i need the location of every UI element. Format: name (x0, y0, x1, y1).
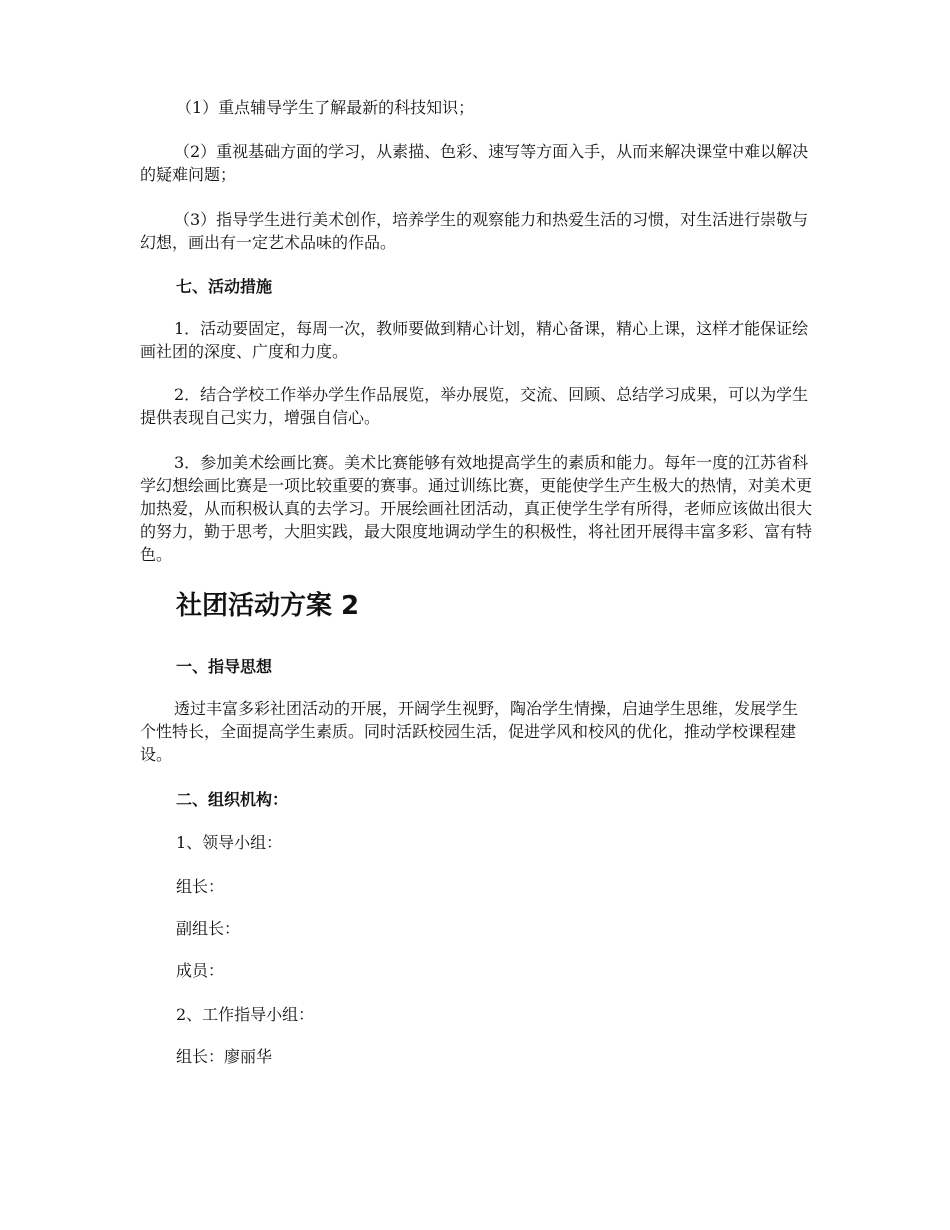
measure-3: 3．参加美术绘画比赛。美术比赛能够有效地提高学生的素质和能力。每年一度的江苏省科学幻想绘画比赛是一项比较重要的赛事。通过训练比赛，更能使学生产生极大的热情，对美术更加热爱，从而积极认真的去学习。开展绘画社团活动，真正使学生学有所得，老师应该做出很大的努力，勤于思考，大胆实践，最大限度地调动学生的积极性，将社团开展得丰富多彩、富有特色。 (140, 453, 813, 564)
section-7-heading: 七、活动措施 (176, 277, 273, 296)
section-1-heading: 一、指导思想 (176, 657, 273, 676)
plan-2-title: 社团活动方案 2 (176, 591, 360, 621)
item-3: （3）指导学生进行美术创作，培养学生的观察能力和热爱生活的习惯，对生活进行崇敬与幻想，画出有一定艺术品味的作品。 (140, 210, 809, 252)
section-1-body: 透过丰富多彩社团活动的开展，开阔学生视野，陶冶学生情操，启迪学生思维，发展学生个性特长，全面提高学生素质。同时活跃校园生活，促进学风和校风的优化，推动学校课程建设。 (140, 699, 799, 764)
members-label: 成员： (176, 961, 225, 980)
leadership-group-label: 1、领导小组： (176, 833, 283, 852)
section-2-heading: 二、组织机构： (176, 790, 289, 809)
guidance-group-label: 2、工作指导小组： (176, 1005, 315, 1024)
item-1: （1）重点辅导学生了解最新的科技知识； (176, 98, 475, 117)
deputy-leader-label: 副组长： (176, 919, 241, 938)
item-2: （2）重视基础方面的学习，从素描、色彩、速写等方面入手，从而来解决课堂中难以解决的疑难问题； (140, 142, 809, 184)
measure-2: 2．结合学校工作举办学生作品展览，举办展览，交流、回顾、总结学习成果，可以为学生提供表现自己实力，增强自信心。 (140, 385, 809, 427)
guidance-leader-label: 组长：廖丽华 (176, 1047, 273, 1066)
leader-label: 组长： (176, 877, 225, 896)
measure-1: 1．活动要固定，每周一次，教师要做到精心计划，精心备课，精心上课，这样才能保证绘画社团的深度、广度和力度。 (140, 319, 809, 361)
